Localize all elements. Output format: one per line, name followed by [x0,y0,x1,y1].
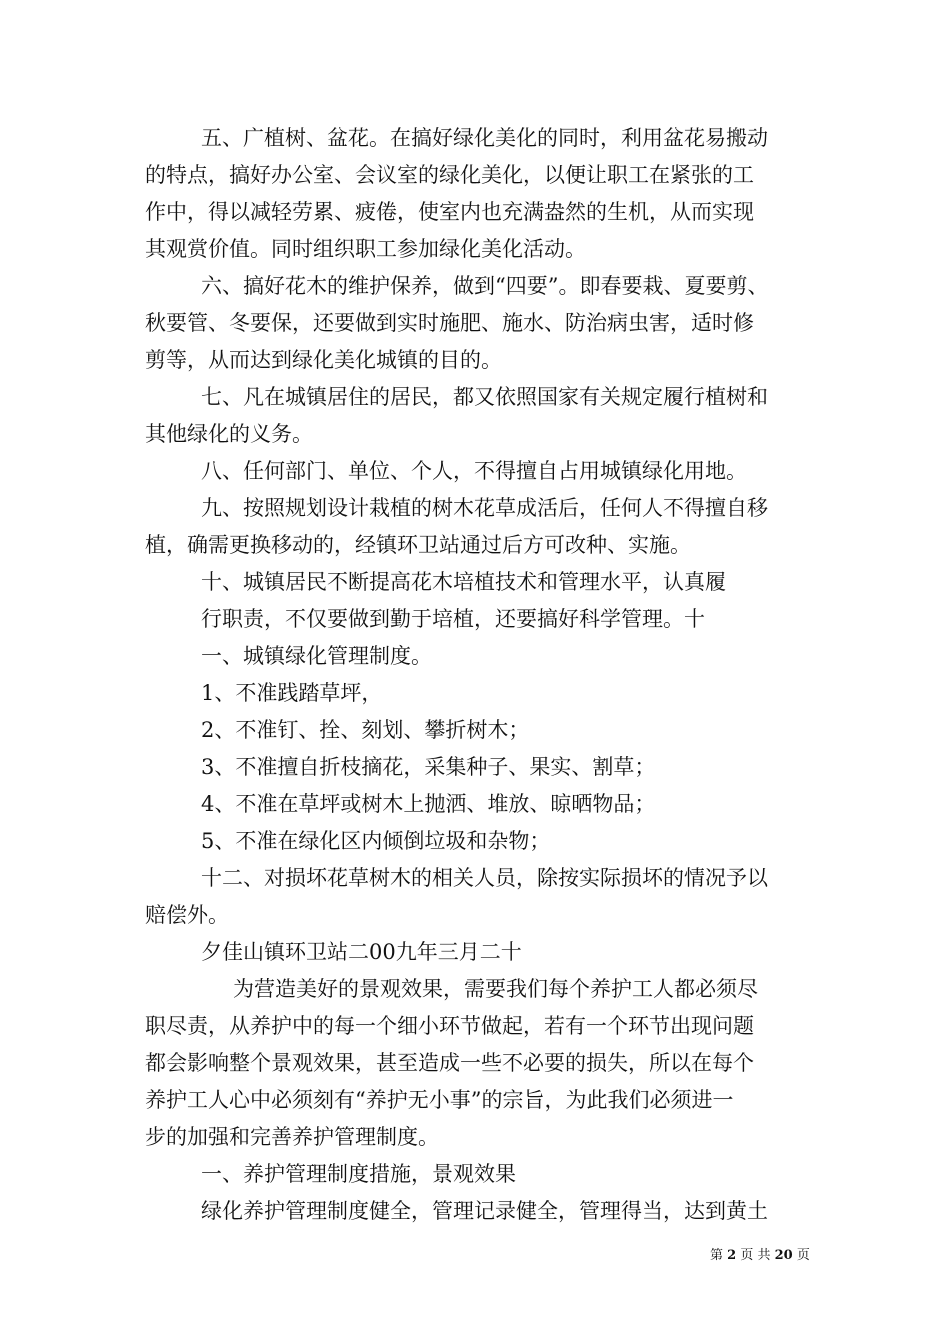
text-line: 的特点，搞好办公室、会议室的绿化美化，以便让职工在紧张的工 [145,163,754,187]
text-line: 绿化养护管理制度健全，管理记录健全，管理得当，达到黄土 [201,1199,768,1223]
text-line: 步的加强和完善养护管理制度。 [145,1125,439,1149]
current-page-number: 2 [727,1248,737,1263]
list-item: 5、不准在绿化区内倾倒垃圾和杂物； [201,829,551,853]
text-line: 六、搞好花木的维护保养，做到“四要”。即春要栽、夏要剪、 [201,274,769,298]
text-line: 行职责，不仅要做到勤于培植，还要搞好科学管理。十 [201,607,705,631]
text-line: 七、凡在城镇居住的居民，都又依照国家有关规定履行植树和 [201,385,768,409]
list-item: 2、不准钉、拴、刻划、攀折树木； [201,718,530,742]
text-line: 九、按照规划设计栽植的树木花草成活后，任何人不得擅自移 [201,496,768,520]
list-item: 3、不准擅自折枝摘花，采集种子、果实、割草； [201,755,656,779]
signature-line: 夕佳山镇环卫站二00九年三月二十 [201,940,522,964]
list-item: 4、不准在草坪或树木上抛洒、堆放、晾晒物品； [201,792,656,816]
text-line: 一、城镇绿化管理制度。 [201,644,432,668]
text-line: 八、任何部门、单位、个人，不得擅自占用城镇绿化用地。 [201,459,747,483]
text-line: 都会影响整个景观效果，甚至造成一些不必要的损失，所以在每个 [145,1051,754,1075]
text-line: 其观赏价值。同时组织职工参加绿化美化活动。 [145,237,586,261]
footer-prefix: 第 [710,1248,724,1263]
footer-suffix: 页 [796,1248,810,1263]
page-number-footer [710,1248,810,1264]
text-line: 秋要管、冬要保，还要做到实时施肥、施水、防治病虫害，适时修 [145,311,754,335]
text-line: 养护工人心中必须刻有“养护无小事”的宗旨，为此我们必须进一 [145,1088,734,1112]
text-line: 赔偿外。 [145,903,229,927]
list-item: 1、不准践踏草坪， [201,681,383,705]
text-line: 五、广植树、盆花。在搞好绿化美化的同时，利用盆花易搬动 [201,126,768,150]
text-line: 十、城镇居民不断提高花木培植技术和管理水平，认真履 [201,570,726,594]
text-line: 十二、对损坏花草树木的相关人员，除按实际损坏的情况予以 [201,866,768,890]
text-line: 剪等，从而达到绿化美化城镇的目的。 [145,348,502,372]
document-body [145,120,810,1230]
text-line: 植，确需更换移动的，经镇环卫站通过后方可改种、实施。 [145,533,691,557]
text-line: 其他绿化的义务。 [145,422,313,446]
text-line: 为营造美好的景观效果，需要我们每个养护工人都必须尽 [233,977,758,1001]
footer-middle: 页 共 [740,1248,771,1263]
total-page-count: 20 [774,1248,793,1263]
section-heading: 一、养护管理制度措施，景观效果 [201,1162,516,1186]
text-line: 作中，得以减轻劳累、疲倦，使室内也充满盎然的生机，从而实现 [145,200,754,224]
text-line: 职尽责，从养护中的每一个细小环节做起，若有一个环节出现问题 [145,1014,754,1038]
